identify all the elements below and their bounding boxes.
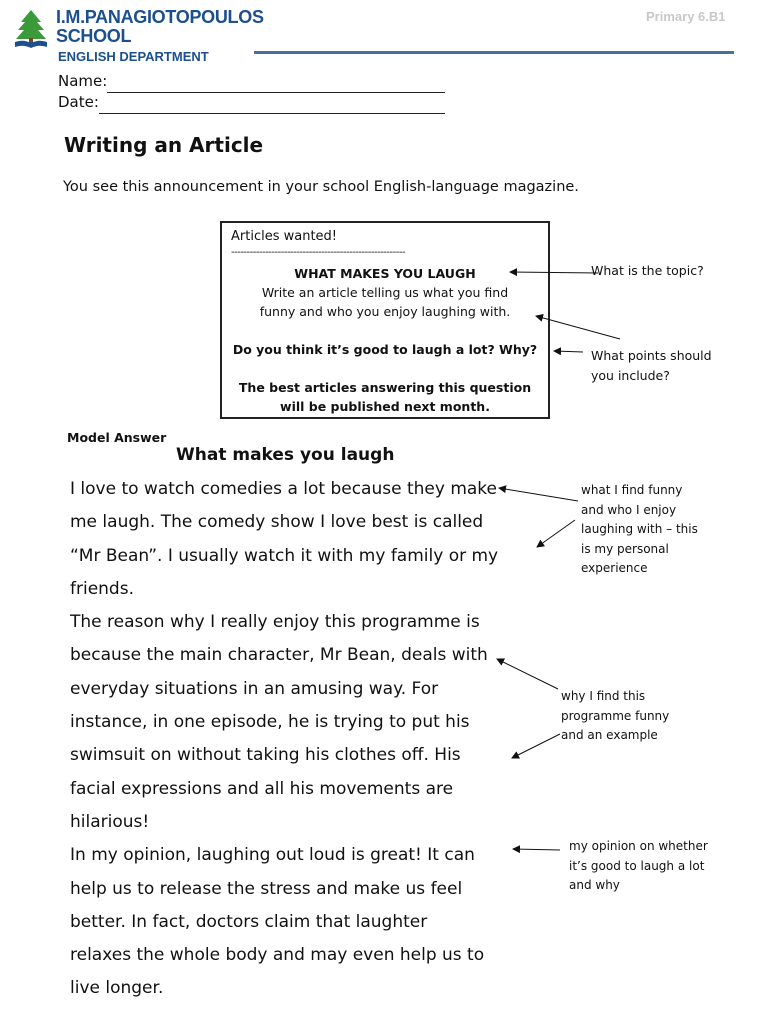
essay-line: instance, in one episode, he is trying to put his bbox=[70, 712, 470, 733]
essay-line: everyday situations in an amusing way. For bbox=[70, 678, 439, 699]
note-funny-line5: experience bbox=[581, 561, 648, 575]
arrow-opinion bbox=[513, 849, 560, 850]
page-title: Writing an Article bbox=[64, 133, 264, 157]
essay-line: friends. bbox=[70, 578, 134, 599]
announcement-line1: Write an article telling us what you find bbox=[261, 285, 509, 300]
essay-line: me laugh. The comedy show I love best is called bbox=[70, 512, 484, 533]
announcement-note1: The best articles answering this question bbox=[238, 380, 532, 395]
note-opinion-line1: my opinion on whether bbox=[569, 839, 708, 853]
arrow-points-b bbox=[554, 351, 583, 352]
note-why-line3: and an example bbox=[561, 728, 658, 742]
note-points-line1: What points should bbox=[591, 348, 712, 363]
essay-line: I love to watch comedies a lot because they make bbox=[70, 479, 498, 499]
note-topic: What is the topic? bbox=[591, 263, 704, 278]
essay-line: swimsuit on without taking his clothes off. His bbox=[70, 745, 461, 766]
school-name-line1: I.M.PANAGIOTOPOULOS bbox=[56, 7, 264, 27]
arrow-why-b bbox=[512, 734, 560, 758]
school-name-line2: SCHOOL bbox=[56, 26, 132, 46]
name-label: Name: bbox=[58, 72, 108, 90]
essay-line: hilarious! bbox=[70, 811, 150, 832]
announcement-wanted: Articles wanted! bbox=[231, 229, 338, 244]
essay-line: better. In fact, doctors claim that laughter bbox=[70, 911, 428, 932]
arrow-topic bbox=[510, 272, 598, 273]
note-why-line2: programme funny bbox=[561, 708, 670, 723]
essay-line: In my opinion, laughing out loud is great! It can bbox=[70, 845, 475, 866]
note-funny-line3: laughing with – this bbox=[581, 522, 698, 536]
announcement-question: Do you think it’s good to laugh a lot? Why? bbox=[232, 342, 538, 357]
note-why-line1: why I find this bbox=[561, 689, 646, 703]
note-funny-line1: what I find funny bbox=[581, 483, 683, 497]
essay-line: live longer. bbox=[70, 978, 164, 999]
note-funny-line2: and who I enjoy bbox=[581, 502, 677, 517]
announcement-line2: funny and who you enjoy laughing with. bbox=[259, 304, 511, 319]
department-label: ENGLISH DEPARTMENT bbox=[58, 49, 209, 64]
essay-line: because the main character, Mr Bean, deals with bbox=[70, 645, 488, 666]
announcement-dashes: -------------------------------------------------------- bbox=[231, 247, 406, 258]
essay-line: relaxes the whole body and may even help us to bbox=[70, 945, 485, 966]
essay-line: “Mr Bean”. I usually watch it with my family or my bbox=[70, 545, 499, 566]
announcement-note2: will be published next month. bbox=[280, 399, 490, 414]
model-answer-label: Model Answer bbox=[67, 430, 167, 445]
arrow-funny-a bbox=[499, 488, 578, 501]
arrow-funny-b bbox=[537, 520, 575, 547]
essay-line: help us to release the stress and make us feel bbox=[70, 878, 463, 899]
intro-text: You see this announcement in your school English-language magazine. bbox=[63, 179, 579, 195]
essay-line: facial expressions and all his movements are bbox=[70, 778, 454, 799]
announcement-heading: WHAT MAKES YOU LAUGH bbox=[294, 266, 476, 281]
note-opinion-line3: and why bbox=[569, 878, 620, 892]
arrow-why-a bbox=[497, 659, 558, 689]
essay-line: The reason why I really enjoy this programme is bbox=[70, 612, 480, 633]
note-opinion-line2: it’s good to laugh a lot bbox=[569, 858, 705, 873]
note-funny-line4: is my personal bbox=[581, 541, 669, 556]
arrow-points-a bbox=[536, 316, 620, 339]
date-label: Date: bbox=[58, 93, 99, 111]
essay-title: What makes you laugh bbox=[176, 445, 395, 465]
note-points-line2: you include? bbox=[591, 368, 670, 383]
level-tag: Primary 6.B1 bbox=[646, 9, 726, 24]
